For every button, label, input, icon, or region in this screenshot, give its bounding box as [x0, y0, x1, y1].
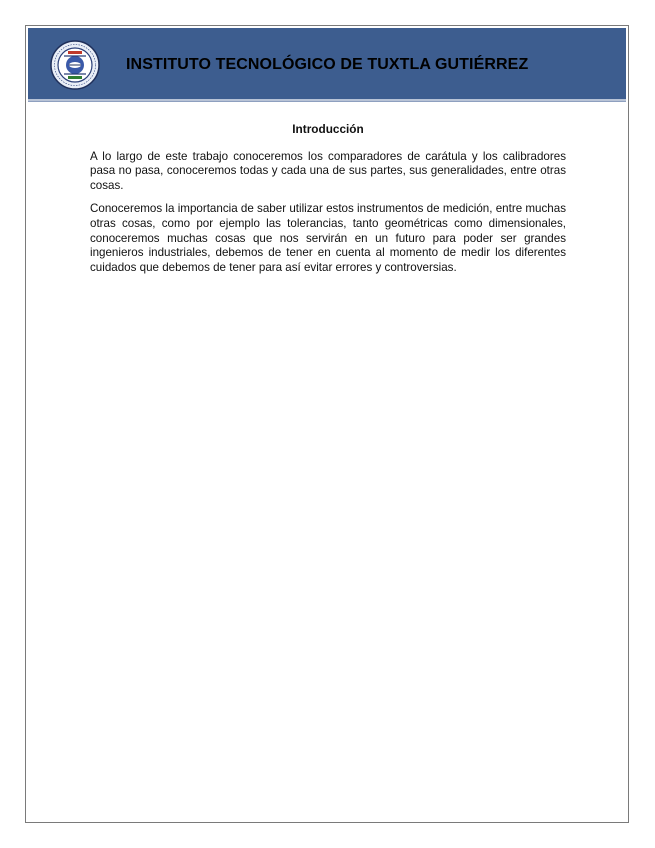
document-page: [25, 25, 629, 823]
paragraph: A lo largo de este trabajo conoceremos los comparadores de carátula y los calibradores pasa no pasa, conoceremos todas y cada una de sus partes, sus generalidades, entre otras cosas.: [90, 149, 566, 192]
section-title: Introducción: [292, 122, 364, 136]
page-header: [28, 28, 626, 101]
institution-title: INSTITUTO TECNOLÓGICO DE TUXTLA GUTIÉRREZ: [126, 56, 529, 73]
header-divider: [28, 101, 626, 102]
paragraph: Conoceremos la importancia de saber utilizar estos instrumentos de medición, entre muchas otras cosas, como por ejemplo las tolerancias, tanto geométricas como dimensionales, conoceremos muchas cosas que nos servirán en un futuro para poder ser grandes ingenieros industriales, debemos de tener en cuenta al momento de medir los diferentes cuidados que debemos de tener para así evitar errores y controversias.: [90, 202, 566, 274]
institution-seal-icon: [50, 40, 100, 90]
document-body: [90, 122, 566, 284]
